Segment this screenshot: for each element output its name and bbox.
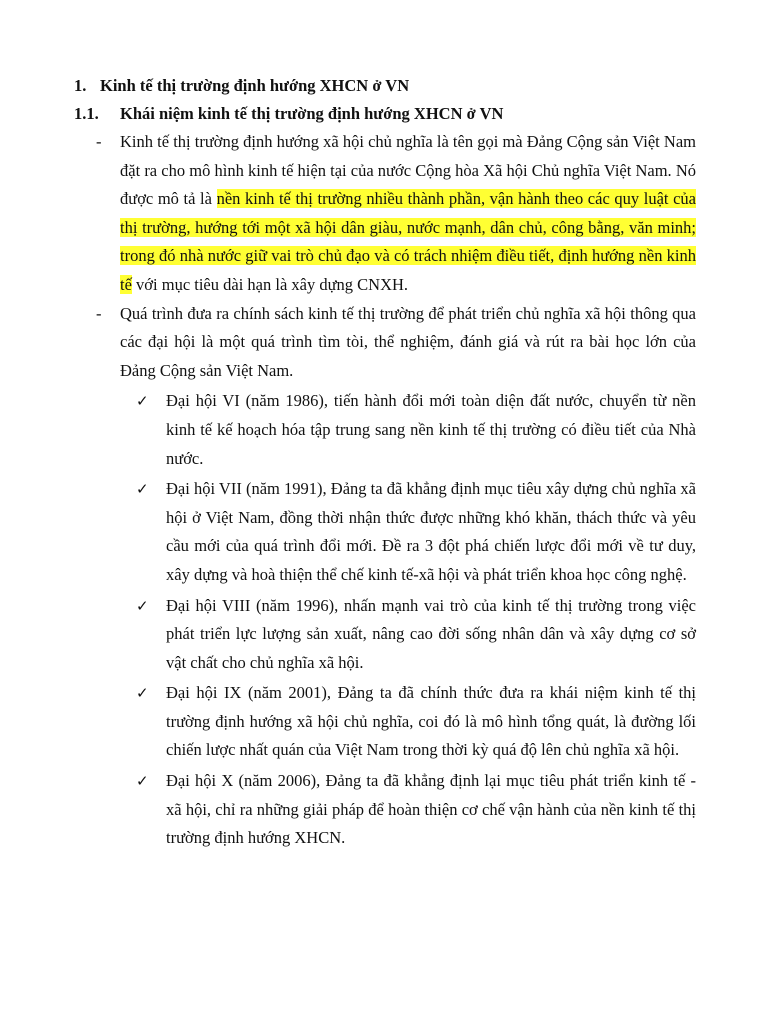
congress-item: [134, 679, 696, 765]
checkmark-icon: ✓: [136, 480, 149, 499]
subsection-number: 1.1.: [74, 104, 99, 123]
section-number: 1.: [74, 76, 87, 95]
definition-paragraph: [120, 128, 696, 300]
congress-text: Đại hội VIII (năm 1996), nhấn mạnh vai trò của kinh tế thị trường trong việc phát triển lực lượng sản xuất, nâng cao đời sống nhân dân và xây dựng cơ sở vật chất cho chủ nghĩa xã hội.: [166, 595, 696, 672]
definition-bullet: [74, 128, 696, 300]
section-heading: [74, 72, 696, 100]
congress-text: Đại hội VI (năm 1986), tiến hành đổi mới toàn diện đất nước, chuyển từ nền kinh tế kế hoạch hóa tập trung sang nền kinh tế thị trường có điều tiết của Nhà nước.: [166, 391, 696, 468]
congress-text: Đại hội X (năm 2006), Đảng ta đã khẳng định lại mục tiêu phát triển kinh tế - xã hội, chỉ ra những giải pháp để hoàn thiện cơ chế vận hành của nền kinh tế thị trường định hướng XHCN.: [166, 771, 696, 848]
checkmark-icon: ✓: [136, 772, 149, 791]
highlighted-definition: nền kinh tế thị trường nhiều thành phần, vận hành theo các quy luật của thị trường, hướng tới một xã hội dân giàu, nước mạnh, dân chủ, công bằng, văn minh; trong đó nhà nước giữ vai trò chủ đạo và có trách nhiệm điều tiết, định hướng nền kinh tế: [120, 189, 696, 294]
bullet-dash: -: [96, 132, 102, 151]
process-bullet: [74, 300, 696, 386]
checkmark-icon: ✓: [136, 684, 149, 703]
congress-item: [134, 592, 696, 678]
section-title: Kinh tế thị trường định hướng XHCN ở VN: [100, 76, 410, 95]
definition-text-before: Kinh tế thị trường định hướng xã hội chủ nghĩa là tên gọi mà Đảng Cộng sản Việt Nam đặt ra cho mô hình kinh tế hiện tại của nước Cộng hòa Xã hội Chủ nghĩa Việt Nam. Nó được mô tả là: [120, 132, 696, 209]
definition-text-after: với mục tiêu dài hạn là xây dựng CNXH.: [131, 274, 409, 294]
congress-item: [134, 767, 696, 853]
congress-text: Đại hội VII (năm 1991), Đảng ta đã khẳng định mục tiêu xây dựng chủ nghĩa xã hội ở Việt Nam, đồng thời nhận thức được những khó khăn, thách thức và yêu cầu mới của quá trình đổi mới. Đề ra 3 đột phá chiến lược đổi mới về tư duy, xây dựng và hoà thiện thể chế kinh tế-xã hội và phát triển khoa học công nghệ.: [166, 479, 696, 584]
checkmark-icon: ✓: [136, 596, 149, 615]
subsection-heading: [74, 100, 696, 128]
congress-list: [74, 387, 696, 853]
congress-item: [134, 387, 696, 473]
process-paragraph: Quá trình đưa ra chính sách kinh tế thị trường để phát triển chủ nghĩa xã hội thông qua các đại hội là một quá trình tìm tòi, thể nghiệm, đánh giá và rút ra bài học lớn của Đảng Cộng sản Việt Nam.: [120, 303, 696, 380]
congress-item: [134, 475, 696, 589]
bullet-dash: -: [96, 303, 102, 323]
checkmark-icon: ✓: [136, 392, 149, 411]
congress-text: Đại hội IX (năm 2001), Đảng ta đã chính thức đưa ra khái niệm kinh tế thị trường định hướng xã hội chủ nghĩa, coi đó là mô hình tổng quát, là đường lối chiến lược nhất quán của Việt Nam trong thời kỳ quá độ lên chủ nghĩa xã hội.: [166, 683, 696, 760]
subsection-title: Khái niệm kinh tế thị trường định hướng XHCN ở VN: [120, 104, 504, 123]
